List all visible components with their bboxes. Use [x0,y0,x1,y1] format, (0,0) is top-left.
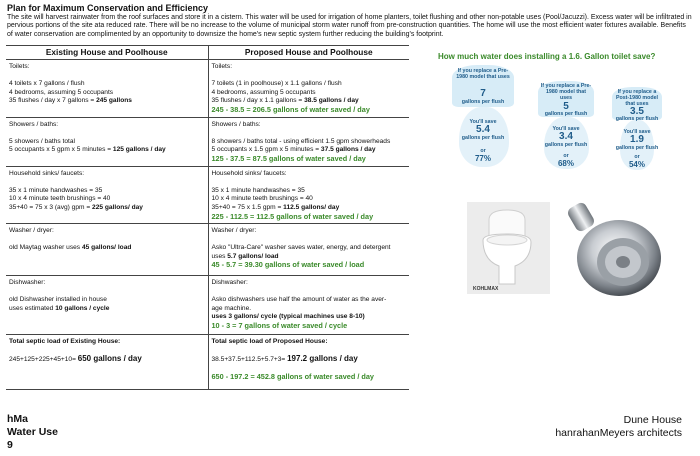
toilet-2-save-value: 3.4 [559,131,573,142]
water-saved-line: 45 - 5.7 = 39.30 gallons of water saved / load [211,260,365,270]
toilet-2-save-label: You'll save [552,126,580,132]
cell-line: 10 x 4 minute teeth brushings = 40 [9,195,111,203]
cell-line: Asko dishwashers use half the amount of water as the aver- [211,296,387,304]
toilet-2-save-unit: gallons per flush [544,142,588,148]
table-row-washer [6,224,409,276]
toilet-3-percent: 54% [628,160,645,169]
cell-line: age machine. [211,304,252,312]
table-row-sinks [6,166,409,224]
cell-bold-value: 650 gallons / day [77,354,142,364]
cell-text: 38.5+37.5+112.5+5.7+3= [211,356,288,364]
toilet-3-gallons: 3.5 [630,106,644,117]
toilet-2-gallons: 5 [563,101,569,112]
cell-bold-value: 10 gallons / cycle [55,304,110,312]
row-heading: Washer / dryer: [211,227,257,235]
table-row-dishwasher [6,276,409,335]
cell-line: 35 x 1 minute handwashes = 35 [211,186,305,194]
existing-washer-cell [6,224,208,276]
proposed-dishwasher-cell [208,276,409,335]
cell-line: 4 bedrooms, assuming 5 occupants [9,88,114,96]
header-proposed: Proposed House and Poolhouse [208,46,409,60]
proposed-washer-cell [208,224,409,276]
cell-line: 4 toilets x 7 gallons / flush [9,80,85,88]
toilet-question-heading: How much water does installing a 1.6. Gallon toilet save? [438,52,656,61]
cell-text: 5 occupants x 1.5 gpm x 5 minutes = [211,146,321,154]
cell-line: 10 x 4 minute teeth brushings = 40 [211,195,313,203]
cell-bold-value: 45 gallons/ load [81,244,132,252]
page-number: 9 [7,439,13,451]
comparison-table [6,45,409,390]
firm-initials: hMa [7,413,28,425]
cell-line [9,244,205,253]
toilet-3-or: or [634,154,640,160]
cell-line [9,97,205,106]
row-heading: Dishwasher: [9,279,46,287]
footer-left [7,413,58,452]
existing-showers-cell [6,117,208,166]
cell-bold-value: 245 gallons [96,97,132,105]
cell-text: old Maytag washer uses [9,244,82,252]
table-row-toilets [6,60,409,118]
cell-line: old Dishwasher installed in house [9,296,107,304]
cell-bold-value: 197.2 gallons / day [287,354,358,364]
cell-line: 7 toilets (1 in poolhouse) x 1.1 gallons / flush [211,80,342,88]
row-heading: Total septic load of Proposed House: [211,338,328,346]
table-row-septic [6,335,409,390]
water-saved-line: 10 - 3 = 7 gallons of water saved / cycle [211,321,348,331]
row-heading: Toilets: [211,63,233,70]
toilet-2-percent: 68% [557,159,574,168]
toilet-1-or: or [480,148,486,154]
low-flow-toilet-photo [467,202,550,294]
cell-line: 4 bedrooms, assuming 5 occupants [211,88,316,96]
firm-name: hanrahanMeyers architects [555,427,682,439]
cell-line: 5 showers / baths total [9,137,75,145]
photo-logo-text: KOHLMAX [473,286,499,292]
cell-line [9,204,205,213]
row-heading: Dishwasher: [211,279,248,287]
existing-septic-cell [6,335,208,390]
existing-dishwasher-cell [6,276,208,335]
toilet-2-or: or [563,153,569,159]
cell-text: uses [211,252,228,260]
existing-sinks-cell [6,166,208,224]
toilet-3-unit: gallons per flush [615,116,659,122]
proposed-toilets-cell [208,60,409,118]
row-heading: Showers / baths: [9,120,59,128]
toilet-3 [610,87,665,170]
cell-line: 8 showers / baths total - using efficient 1.5 gpm showerheads [211,137,391,145]
cell-bold-value: 225 gallons/ day [92,203,143,211]
row-heading: Showers / baths: [211,120,261,128]
toilet-1 [450,65,520,170]
toilet-1-save-value: 5.4 [476,124,490,135]
proposed-sinks-cell [208,166,409,224]
existing-toilets-cell [6,60,208,118]
page-title: Plan for Maximum Conservation and Efficiency [7,3,209,13]
toilet-2 [536,81,598,170]
toilet-1-gallons: 7 [480,88,486,99]
cell-text: 5 occupants x 5 gpm x 5 minutes = [9,146,113,154]
cell-line: Asko "Ultra-Care" washer saves water, energy, and detergent [211,244,391,252]
toilet-2-unit: gallons per flush [544,111,588,117]
cell-text: 245+125+225+45+10= [9,356,78,364]
cell-text: 35+40 = 75 x 3 (avg) gpm = [9,203,93,211]
water-saved-line: 650 - 197.2 = 452.8 gallons of water saved / day [211,372,374,382]
intro-paragraph: The site will harvest rainwater from the roof surfaces and store it in a cistern. This water will be used for irrigation of home planters, toilet flushing and other non-potable uses (Pool/Jacuzzi). Excess water will be infiltrated in pervious portions of the site ata reduced rate. There will be no increase to the volume of municipal storm water runoff from pre-construction quantities. The home will use the most efficient water fixtures available. Benefits of water conservation are complimented by an opportunity to downsize the home's new septic system further reducing the building's footprint. [7,14,692,38]
toilet-3-save-unit: gallons per flush [615,145,659,151]
cell-bold-value: 125 gallons / day [112,146,166,154]
water-saved-line: 245 - 38.5 = 206.5 gallons of water saved / day [211,104,370,114]
cell-bold-value: uses 3 gallons/ cycle (typical machines use 8-10) [211,313,365,321]
toilet-1-top-text: If you replace a Pre-1980 model that uses [456,68,510,80]
row-heading: Washer / dryer: [9,227,54,235]
water-saved-line: 125 - 37.5 = 87.5 gallons of water saved / day [211,153,366,163]
row-heading: Total septic load of Existing House: [9,338,121,346]
cell-line [9,355,205,365]
toilet-3-save-label: You'll save [623,129,651,135]
cell-line [9,146,205,155]
proposed-septic-cell [208,335,409,390]
row-heading: Household sinks/ faucets: [211,169,287,177]
header-existing: Existing House and Poolhouse [6,46,208,60]
cell-text: uses estimated [9,304,56,312]
cell-line [212,355,407,365]
toilet-1-save-unit: gallons per flush [461,135,505,141]
cell-text: 35+40 = 75 x 1.5 gpm = [211,203,284,211]
toilet-1-unit: gallons per flush [461,99,505,105]
toilet-2-top-text: If you replace a Pre-1980 model that uses [540,83,592,101]
row-heading: Toilets: [9,63,30,70]
toilet-1-save-label: You'll save [469,119,497,125]
project-name: Dune House [623,414,682,426]
water-saved-line: 225 - 112.5 = 112.5 gallons of water saved / day [211,211,374,221]
table-header-row [6,46,409,60]
proposed-showers-cell [208,117,409,166]
cell-bold-value: 38.5 gallons / day [304,97,359,105]
toilet-3-save-value: 1.9 [630,134,644,145]
row-heading: Household sinks/ faucets: [9,169,85,177]
table-row-showers [6,117,409,166]
cell-bold-value: 5.7 gallons/ load [227,252,279,260]
toilet-3-top-text: If you replace a Post-1980 model that uses [615,89,659,107]
cell-bold-value: 112.5 gallons/ day [283,203,340,211]
cell-bold-value: 37.5 gallons / day [320,146,376,154]
cell-line: 35 x 1 minute handwashes = 35 [9,186,103,194]
footer-right [555,414,682,440]
cell-text: 35 flushes / day x 1.1 gallons = [211,97,305,105]
section-title: Water Use [7,426,58,438]
showerhead-photo [563,200,668,302]
cell-text: 35 flushes / day x 7 gallons = [9,97,97,105]
toilet-1-percent: 77% [474,154,491,163]
cell-line [9,305,205,314]
toilet-savings-graphic [450,65,665,170]
